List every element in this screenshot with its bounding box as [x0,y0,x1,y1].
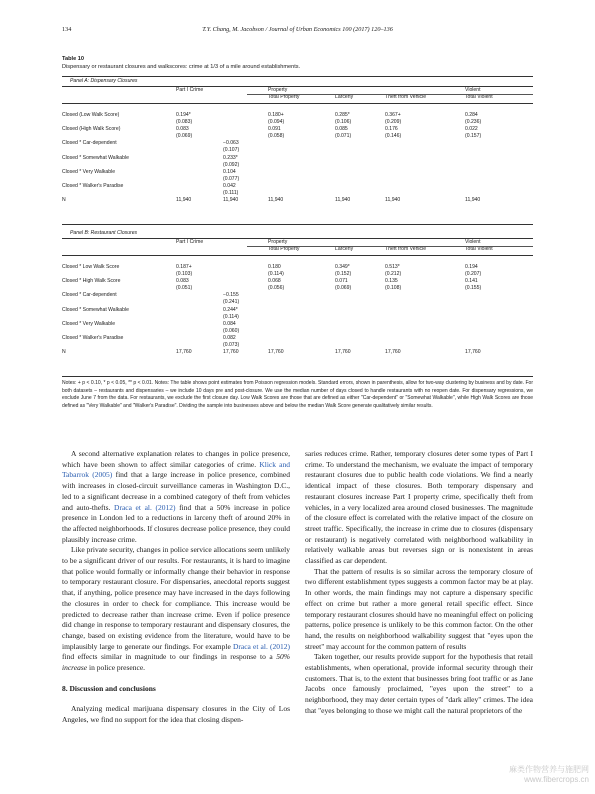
table-cell [335,335,385,342]
table-cell [268,140,335,147]
table-cell: 0.194 [465,264,478,270]
table-cell [223,119,268,126]
row-label [62,328,176,335]
table-cell: (0.207) [465,271,482,278]
page-number: 134 [62,26,72,33]
table-cell: (0.069) [335,285,352,292]
table-cell [335,292,385,299]
row-label: Closed * Walker's Paradise [62,334,124,341]
table-cell [385,190,465,197]
table-cell: 0.513* [385,264,400,270]
table-cell [385,147,465,154]
group-part1: Part I Crime [176,87,204,93]
table-cell [268,328,335,335]
table-cell [223,278,268,285]
group-property: Property [268,87,288,93]
row-label: Closed * Car-dependent [62,292,117,299]
table-cell: −0.063 [223,140,239,147]
sub-total-violent: Total Violent [465,94,493,101]
paragraph: That the pattern of results is so similar across the temporary closure of two different establishment types suggests a common factor may be at play. In other words, the main findings may not capture a dispensary specific effect on crime but rather a more general retail specific effect. Since temporary restaurant closures should have no meaningful effect on policing patterns, police presence is unlikely to be this common factor. On the other hand, the results on neighborhood walkability suggest that "eyes upon the street" may account for the common pattern of results [305,566,533,651]
table-cell [335,307,385,314]
panel-a-header-rule [62,103,533,104]
table-cell: (0.236) [465,119,482,126]
table-cell [176,162,223,169]
table-cell [465,328,533,335]
table-cell: (0.060) [223,327,240,334]
table-cell [385,162,465,169]
table-cell: −0.155 [223,292,239,299]
table-cell: 17,760 [176,349,192,356]
table-cell: 11,940 [385,197,401,204]
group-violent: Violent [465,239,481,245]
table-cell: 0.082 [223,334,236,341]
group-underline [247,94,533,95]
table-row [62,112,533,119]
group-violent: Violent [465,87,481,93]
table-cell: 0.141 [465,278,478,285]
table-row [62,183,533,190]
table-cell [268,292,335,299]
table-row [62,264,533,271]
row-label [62,119,176,126]
citation-link[interactable]: Draca et al. (2012) [232,641,290,651]
table-cell [176,321,223,328]
table-cell [176,328,223,335]
table-row [62,119,533,126]
table-row [62,342,533,349]
table-caption: Dispensary or restaurant closures and walkscores: crime at 1/3 of a mile around establishments. [62,64,301,70]
table-cell [268,176,335,183]
table-cell: 0.180+ [268,112,284,118]
table-cell: 11,940 [223,197,239,204]
table-row [62,299,533,306]
table-cell: 0.349* [335,264,350,270]
table-cell: 0.284 [465,112,478,118]
table-row [62,155,533,162]
row-label: Closed * High Walk Score [62,278,121,285]
table-cell [268,314,335,321]
table-row [62,126,533,133]
table-cell: (0.092) [223,161,240,168]
table-cell [335,140,385,147]
table-cell: 17,760 [385,349,401,356]
table-cell [176,307,223,314]
table-cell [268,162,335,169]
table-cell [385,292,465,299]
row-label [62,271,176,278]
panel-a-body [62,112,533,204]
table-cell: 0.083 [176,126,189,133]
table-cell: 0.194* [176,112,191,118]
table-cell: (0.073) [223,342,240,349]
table-cell: (0.103) [176,271,193,278]
watermark: 麻类作物营养与施肥网 www.fibercrops.cn [509,765,589,784]
table-row [62,321,533,328]
table-cell: 0.285* [335,112,350,118]
table-row [62,133,533,140]
table-cell [385,342,465,349]
table-cell [335,299,385,306]
table-cell [223,112,268,119]
sub-total-property: Total Property [268,94,300,101]
sub-larceny: Larceny [335,246,354,253]
table-cell [335,314,385,321]
paragraph: A second alternative explanation relates to changes in police presence, which have been shown to affect similar categories of crime. Klick and Tabarrok (2005) find that a large increase in police presence, combined with increases in closed-circuit surveillance cameras in Washington D.C., led to a significant decrease in a combined category of theft from vehicles and auto-thefts. Draca et al. (2012) find that a 50% increase in police presence in London led to a reductions in larceny theft of around 20% in the affected neighborhoods. If closures decrease police presence, they could plausibly increase crime. [62,449,290,544]
table-cell [176,183,223,190]
table-row [62,314,533,321]
table-cell [176,314,223,321]
table-title: Table 10 [62,56,84,62]
panel-b-label: Panel B: Restaurant Closures [70,230,138,236]
citation-link[interactable]: Klick and Tabarrok (2005) [62,459,290,480]
table-cell [176,292,223,299]
table-cell [335,328,385,335]
table-notes: Notes: + p < 0.10, * p < 0.05, ** p < 0.01. Notes: The table shows point estimates from Poisson regression models. Standard errors, shown in parenthesis, allow for two-way clustering by business and by date. For both datasets – restaurants and dispensaries – we include 10 days pre and post-closure. We use the median number of days closed to handle restaurants with no reopen date. For dispensary regressions, we exclude June 7 from the data. For restaurants, we exclude the first closure day. Low Walk Scores are those that are defined as either "Car-dependent" or "Somewhat Walkable", while High Walk Scores are those defined as "Very Walkable" and "Walker's Paradise". Dividing the sample into businesses above and below the median Walk Score generate qualitatively similar results. [62,380,533,409]
table-cell: 0.244* [223,306,238,313]
table-cell: 0.367+ [385,112,401,118]
table-cell [176,155,223,162]
right-column [305,449,533,717]
table-cell [268,335,335,342]
row-label [62,285,176,292]
table-cell [335,155,385,162]
table-cell: (0.155) [465,285,482,292]
table-cell: 0.187+ [176,264,192,270]
table-cell: (0.114) [268,271,284,278]
table-cell [385,140,465,147]
row-label [62,162,176,169]
table-cell: (0.083) [176,119,193,126]
table-cell [465,321,533,328]
table-cell [268,342,335,349]
sub-theft-vehicle: Theft from Vehicle [385,94,427,101]
table-cell: 0.083 [176,278,189,285]
group-underline [247,246,533,247]
table-cell [465,299,533,306]
table-cell: 0.068 [268,278,281,285]
table-cell [176,342,223,349]
table-cell: 11,940 [465,197,481,204]
row-label: Closed * Very Walkable [62,168,116,175]
table-cell [176,140,223,147]
table-cell [335,169,385,176]
table-row [62,335,533,342]
table-row [62,147,533,154]
table-cell: 0.180 [268,264,281,270]
section-heading: 8. Discussion and conclusions [62,683,156,693]
group-property: Property [268,239,288,245]
table-cell: (0.106) [335,119,352,126]
group-part1: Part I Crime [176,239,204,245]
table-row [62,328,533,335]
paragraph: saries reduces crime. Rather, temporary closures deter some types of Part I crime. To understand the mechanism, we evaluate the impact of temporary restaurant closures due to public health code violations. We find a nearly identical impact of these closures. Both temporary dispensary and restaurant closures increase Part I property crime, specifically theft from vehicles, in a very localized area around closed businesses. The magnitude of the closure effect is correlated with the relative impact of the closure on street traffic. Specifically, the increase in crime due to closures (dispensary or restaurant) is negatively correlated with neighborhood walkability in relatively walkable areas but reverses sign or is nonexistent in areas classified as car dependent. [305,449,533,566]
table-cell [176,335,223,342]
row-label [62,133,176,140]
row-label [62,299,176,306]
table-cell: 17,760 [268,349,284,356]
sub-total-property: Total Property [268,246,300,253]
table-cell: (0.069) [176,133,193,140]
table-cell: (0.077) [223,175,240,182]
table-row [62,349,533,356]
table-row [62,307,533,314]
table-cell [465,292,533,299]
table-cell [385,335,465,342]
table-cell: (0.111) [223,190,239,197]
table-cell: (0.146) [385,133,402,140]
table-cell [268,147,335,154]
panel-b-body [62,264,533,356]
table-cell [335,342,385,349]
row-label: N [62,197,66,204]
panel-a-label: Panel A: Dispensary Closures [70,78,138,84]
table-cell [268,190,335,197]
table-cell [465,162,533,169]
table-cell [465,140,533,147]
table-cell [385,321,465,328]
running-header [62,22,533,36]
table-cell [465,314,533,321]
table-cell [465,307,533,314]
table-cell [268,307,335,314]
row-label: N [62,349,66,356]
table-row [62,190,533,197]
table-cell: 0.022 [465,126,478,133]
table-cell [335,162,385,169]
table-cell: (0.094) [268,119,285,126]
sub-larceny: Larceny [335,94,354,101]
table-row [62,140,533,147]
paragraph: Analyzing medical marijuana dispensary closures in the City of Los Angeles, we find no support for the idea that closing dispen- [62,704,290,725]
table-cell: (0.108) [385,285,402,292]
sub-total-violent: Total Violent [465,246,493,253]
table-cell: (0.051) [176,285,193,292]
table-cell [335,321,385,328]
table-row [62,278,533,285]
row-label: Closed * Walker's Paradise [62,182,124,189]
citation-link[interactable]: Draca et al. (2012) [114,502,176,512]
row-label: Closed * Very Walkable [62,320,116,327]
table-cell [268,155,335,162]
table-cell [268,321,335,328]
table-row [62,292,533,299]
table-bottom-rule [62,376,533,377]
table-cell: (0.152) [335,271,352,278]
table-cell: 11,940 [268,197,284,204]
paragraph: Like private security, changes in police service allocations seem unlikely to be a significant driver of our results. For restaurants, it is hard to imagine that police would formally or informally change their behavior in response to temporary restaurant closure. For dispensaries, anecdotal reports suggest that, if anything, police presence may have increased in the days following the closures in order to check for compliance. This increase would be predicted to decrease rather than increase crime. Even if police presence did change in response to temporary restaurant and dispensary closures, the change, based on existing evidence from the literature, would have to be implausibly large to generate our findings. For example Draca et al. (2012) find effects similar in magnitude to our findings in response to a 50% increase in police presence. [62,545,290,673]
table-cell: 11,940 [176,197,192,204]
table-cell: 0.085 [335,126,348,133]
table-cell [385,314,465,321]
table-cell [223,285,268,292]
table-cell [223,126,268,133]
table-row [62,162,533,169]
sub-header-row [62,94,533,101]
table-cell: 0.042 [223,182,236,189]
row-label: Closed * Low Walk Score [62,264,120,270]
panel-b-top-rule [62,224,533,225]
row-label [62,314,176,321]
table-cell [268,169,335,176]
table-cell [385,155,465,162]
table-cell [335,183,385,190]
table-cell [385,307,465,314]
table-cell [335,147,385,154]
table-cell [223,133,268,140]
row-label [62,147,176,154]
table-cell: 0.084 [223,320,236,327]
table-cell [385,183,465,190]
table-cell [268,299,335,306]
row-label: Closed * Car-dependent [62,140,117,147]
table-row [62,271,533,278]
table-cell [385,176,465,183]
table-cell: (0.209) [385,119,402,126]
table-cell [385,299,465,306]
table-cell [176,299,223,306]
row-label: Closed * Somewhat Walkable [62,306,129,313]
table-cell [223,271,268,278]
sub-theft-vehicle: Theft from Vehicle [385,246,427,253]
table-cell: (0.056) [268,285,285,292]
table-cell: 0.176 [385,126,398,133]
table-cell: 17,760 [223,349,239,356]
table-cell: (0.107) [223,147,240,154]
table-cell: 17,760 [335,349,351,356]
table-row [62,197,533,204]
table-cell: 0.091 [268,126,281,133]
table-cell [176,176,223,183]
row-label [62,176,176,183]
table-cell: 0.233* [223,154,238,161]
table-cell: 11,940 [335,197,351,204]
table-cell: 0.104 [223,168,236,175]
table-cell [385,328,465,335]
row-label: Closed (High Walk Score) [62,126,121,133]
row-label: Closed (Low Walk Score) [62,112,120,118]
table-top-rule [62,76,533,77]
table-cell [385,169,465,176]
journal-citation: T.Y. Chang, M. Jacobson / Journal of Urban Economics 100 (2017) 120–136 [202,26,393,33]
table-cell [465,342,533,349]
table-cell: (0.212) [385,271,402,278]
row-label: Closed * Somewhat Walkable [62,154,129,161]
table-cell [465,190,533,197]
table-cell [335,190,385,197]
table-cell [465,176,533,183]
panel-b-header-rule [62,255,533,256]
table-cell [465,335,533,342]
table-cell: (0.058) [268,133,285,140]
table-cell: (0.071) [335,133,352,140]
table-cell [176,147,223,154]
table-cell: (0.157) [465,133,482,140]
table-cell [465,147,533,154]
sub-header-row [62,246,533,253]
table-cell [465,183,533,190]
table-cell [176,190,223,197]
table-cell: 17,760 [465,349,481,356]
row-label [62,190,176,197]
table-cell [176,169,223,176]
table-row [62,285,533,292]
table-cell [268,183,335,190]
table-cell: 0.071 [335,278,348,285]
table-cell [335,176,385,183]
table-cell: 0.135 [385,278,398,285]
left-column [62,449,290,726]
table-cell [465,155,533,162]
row-label [62,342,176,349]
table-cell: (0.241) [223,299,240,306]
table-cell [223,264,268,271]
table-cell [465,169,533,176]
paragraph: Taken together, our results provide support for the hypothesis that retail establishments, when operational, provide informal security through their customers. That is, to the extent that businesses bring foot traffic or as Jane Jacobs once famously proclaimed, "eyes upon the street" to a neighborhood, they may deter certain types of "dark alley" crimes. The idea that "eyes belonging to those we might call the natural proprietors of the [305,652,533,715]
table-cell: (0.114) [223,313,239,320]
table-row [62,169,533,176]
table-row [62,176,533,183]
